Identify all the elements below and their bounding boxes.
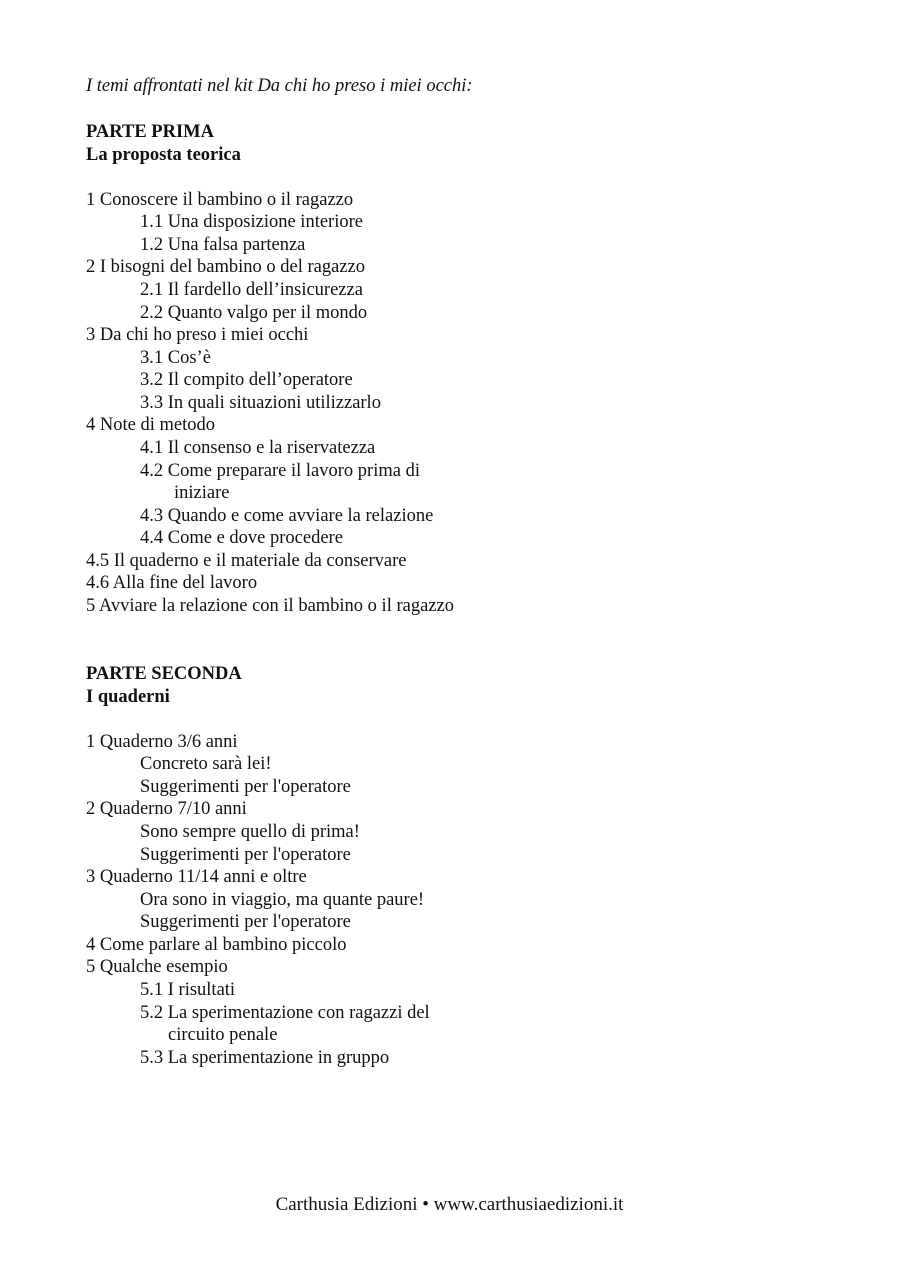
page-footer: Carthusia Edizioni • www.carthusiaedizioni.it [275,1194,624,1215]
toc-subitem: 4.2 Come preparare il lavoro prima di [140,461,420,481]
toc-subitem: 4.1 Il consenso e la riservatezza [140,438,376,458]
toc-item: 5 Qualche esempio [86,957,228,977]
toc-subitem: 3.3 In quali situazioni utilizzarlo [140,393,381,413]
toc-subitem: 4.3 Quando e come avviare la relazione [140,506,434,526]
toc-subitem-continuation: iniziare [174,483,230,503]
part-two-label: PARTE SECONDA [86,664,242,684]
toc-subitem: Ora sono in viaggio, ma quante paure! [140,890,425,910]
toc-subitem: Suggerimenti per l'operatore [140,777,351,797]
toc-subitem: 5.3 La sperimentazione in gruppo [140,1048,390,1068]
toc-subitem: 5.1 I risultati [140,980,236,1000]
toc-item: 3 Quaderno 11/14 anni e oltre [86,867,307,887]
toc-subitem: 1.2 Una falsa partenza [140,235,306,255]
toc-subitem: 3.1 Cos’è [140,348,211,368]
toc-item: 3 Da chi ho preso i miei occhi [86,325,309,345]
toc-subitem: 1.1 Una disposizione interiore [140,212,363,232]
toc-item: 1 Conoscere il bambino o il ragazzo [86,190,354,210]
toc-subitem: Concreto sarà lei! [140,754,272,774]
toc-subitem: 5.2 La sperimentazione con ragazzi del [140,1003,430,1023]
toc-item: 1 Quaderno 3/6 anni [86,732,238,752]
part-one-title: La proposta teorica [86,145,241,165]
part-two-title: I quaderni [86,687,170,707]
toc-subitem: Suggerimenti per l'operatore [140,845,351,865]
toc-item: 2 I bisogni del bambino o del ragazzo [86,257,365,277]
toc-item: 4.5 Il quaderno e il materiale da conservare [86,551,407,571]
toc-item: 5 Avviare la relazione con il bambino o il ragazzo [86,596,454,616]
toc-item: 2 Quaderno 7/10 anni [86,799,247,819]
toc-subitem: 2.1 Il fardello dell’insicurezza [140,280,363,300]
toc-subitem: 3.2 Il compito dell’operatore [140,370,353,390]
toc-subitem: 4.4 Come e dove procedere [140,528,343,548]
toc-item: 4.6 Alla fine del lavoro [86,573,258,593]
toc-subitem: Suggerimenti per l'operatore [140,912,351,932]
toc-subitem: Sono sempre quello di prima! [140,822,360,842]
part-one-label: PARTE PRIMA [86,122,214,142]
toc-item: 4 Come parlare al bambino piccolo [86,935,347,955]
toc-subitem-continuation: circuito penale [168,1025,278,1045]
toc-subitem: 2.2 Quanto valgo per il mondo [140,303,368,323]
intro-text: I temi affrontati nel kit Da chi ho preso i miei occhi: [86,76,473,96]
toc-item: 4 Note di metodo [86,415,215,435]
